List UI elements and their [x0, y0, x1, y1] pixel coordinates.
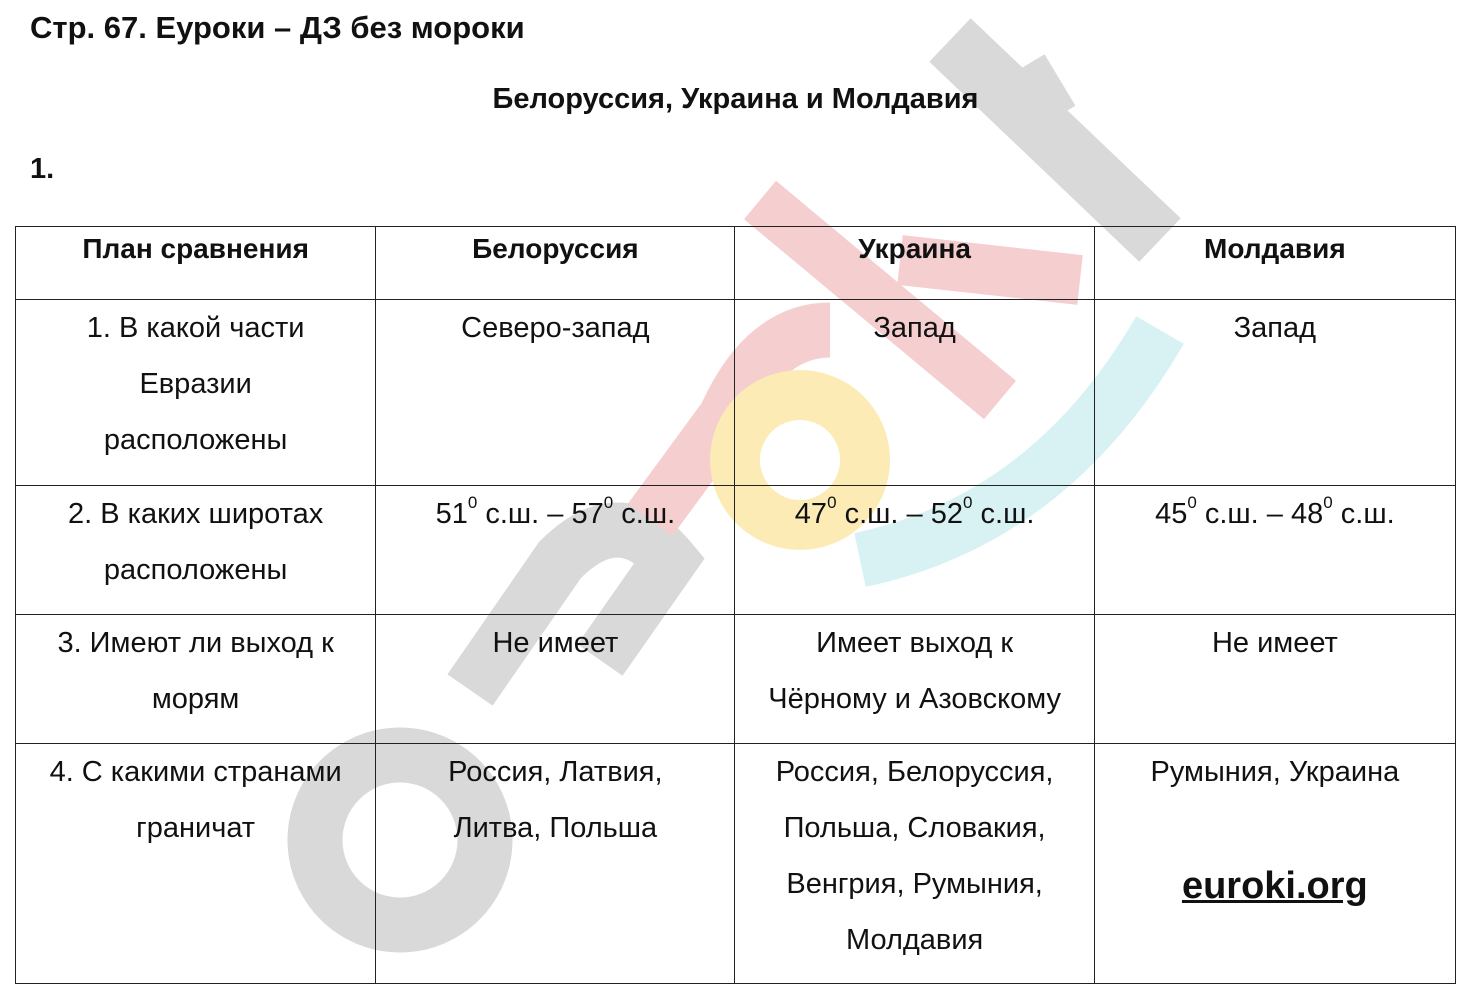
ukraine-latitude-cell: [735, 486, 1094, 615]
latitude-unit: с.ш.: [972, 498, 1035, 530]
latitude-unit: с.ш.: [1196, 498, 1259, 530]
cell-line: Имеет выход к: [816, 627, 1014, 659]
degree-sign: 0: [467, 493, 478, 512]
cell-line: Запад: [873, 312, 956, 344]
site-label: euroki.org: [1181, 865, 1368, 907]
latitude-unit: с.ш.: [836, 498, 899, 530]
belarus-cell: [376, 300, 735, 486]
page-header: Стр. 67. Еуроки – ДЗ без мороки: [30, 10, 525, 45]
moldova-latitude-cell: [1094, 486, 1455, 615]
table-row: [16, 300, 1456, 486]
latitude-unit: с.ш.: [477, 498, 540, 530]
plan-cell: [16, 744, 376, 984]
cell-line: расположены: [103, 554, 288, 586]
cell-line: Россия, Белоруссия,: [775, 756, 1054, 788]
plan-cell: [16, 300, 376, 486]
column-header-ukraine: Украина: [735, 227, 1094, 300]
latitude-unit: с.ш.: [1332, 498, 1395, 530]
cell-line: Польша, Словакия,: [783, 812, 1046, 844]
cell-line: расположены: [103, 424, 288, 456]
degree-sign: 0: [827, 493, 837, 512]
table-row: [16, 615, 1456, 744]
moldova-cell: [1094, 744, 1455, 984]
moldova-cell: [1094, 300, 1455, 486]
latitude-to: 57: [571, 498, 604, 530]
belarus-cell: [376, 744, 735, 984]
cell-line: Румыния, Украина: [1150, 756, 1400, 788]
range-dash: –: [1258, 498, 1291, 530]
cell-line: Чёрному и Азовскому: [768, 683, 1061, 715]
cell-line: граничат: [136, 812, 256, 844]
range-dash: –: [898, 498, 931, 530]
cell-line: морям: [151, 683, 240, 715]
degree-sign: 0: [603, 493, 614, 512]
ukraine-cell: [735, 744, 1094, 984]
moldova-cell: [1094, 615, 1455, 744]
latitude-to: 52: [930, 498, 963, 530]
cell-line: 2. В каких широтах: [68, 498, 324, 530]
belarus-latitude-cell: [376, 486, 735, 615]
plan-cell: [16, 615, 376, 744]
watermark-letter-i-dot: [950, 40, 1160, 240]
page-title: Белоруссия, Украина и Молдавия: [492, 83, 979, 115]
table-row: [16, 744, 1456, 984]
latitude-to: 48: [1290, 498, 1324, 530]
degree-sign: 0: [1187, 493, 1197, 512]
range-dash: –: [539, 498, 572, 530]
cell-line: 4. С какими странами: [49, 756, 342, 788]
column-header-belarus: Белоруссия: [376, 227, 735, 300]
degree-sign: 0: [962, 493, 973, 512]
plan-cell: [16, 486, 376, 615]
cell-line: Венгрия, Румыния,: [786, 868, 1043, 900]
latitude-from: 51: [435, 498, 468, 530]
belarus-cell: [376, 615, 735, 744]
cell-line: 3. Имеют ли выход к: [57, 627, 334, 659]
cell-line: Литва, Польша: [453, 812, 658, 844]
cell-line: Не имеет: [1211, 627, 1338, 659]
column-header-plan: План сравнения: [16, 227, 376, 300]
latitude-from: 47: [794, 498, 828, 530]
table-header-row: [16, 227, 1456, 300]
ukraine-cell: [735, 300, 1094, 486]
cell-line: Запад: [1233, 312, 1317, 344]
column-header-moldova: Молдавия: [1094, 227, 1455, 300]
cell-line: Северо-запад: [461, 312, 650, 344]
ukraine-cell: [735, 615, 1094, 744]
cell-line: 1. В какой части: [86, 312, 305, 344]
comparison-table: [15, 226, 1456, 984]
task-number: 1.: [30, 153, 55, 185]
latitude-unit: с.ш.: [613, 498, 676, 530]
cell-line: Не имеет: [492, 627, 619, 659]
cell-line: Россия, Латвия,: [448, 756, 663, 788]
cell-line: Евразии: [139, 368, 252, 400]
degree-sign: 0: [1323, 493, 1333, 512]
table-row: [16, 486, 1456, 615]
cell-line: Молдавия: [845, 924, 984, 956]
latitude-from: 45: [1155, 498, 1188, 530]
